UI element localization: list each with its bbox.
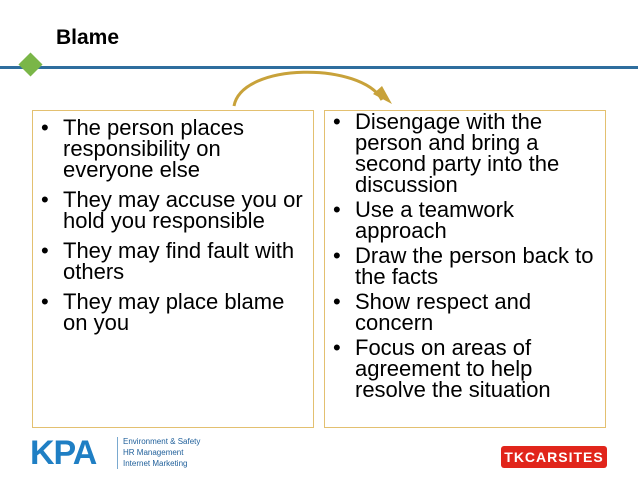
- bullet-text: Use a teamwork approach: [355, 197, 514, 243]
- list-item: [331, 111, 601, 195]
- kpa-service-line: Internet Marketing: [123, 459, 188, 468]
- list-item: [39, 291, 309, 333]
- bullet-icon: •: [41, 238, 49, 263]
- bullet-icon: •: [333, 289, 341, 314]
- bullet-icon: •: [333, 109, 341, 134]
- list-item: [331, 291, 601, 333]
- bullet-icon: •: [333, 243, 341, 268]
- bullet-text: Draw the person back to the facts: [355, 243, 594, 289]
- list-item: [331, 245, 601, 287]
- list-item: [331, 337, 601, 400]
- bullet-text: The person places responsibility on everyone else: [63, 115, 244, 182]
- bullet-text: Show respect and concern: [355, 289, 532, 335]
- list-item: [331, 199, 601, 241]
- bullet-text: They may place blame on you: [63, 289, 285, 335]
- left-bullet-list: [33, 111, 313, 333]
- bullet-text: Focus on areas of agreement to help resolve the situation: [355, 335, 551, 402]
- bullet-text: Disengage with the person and bring a second party into the discussion: [355, 109, 560, 197]
- kpa-logo: [30, 436, 214, 470]
- right-bullet-list: [325, 111, 605, 400]
- bullet-text: They may accuse you or hold you responsible: [63, 187, 303, 233]
- bullet-icon: •: [41, 115, 49, 140]
- list-item: [39, 240, 309, 282]
- kpa-divider: [117, 437, 118, 469]
- kpa-service-line: HR Management: [123, 448, 184, 457]
- title-rule: [0, 66, 638, 69]
- bullet-icon: •: [41, 187, 49, 212]
- right-panel: [324, 110, 606, 428]
- bullet-icon: •: [333, 197, 341, 222]
- bullet-text: They may find fault with others: [63, 238, 295, 284]
- bullet-icon: •: [41, 289, 49, 314]
- kpa-services: [123, 436, 200, 469]
- diamond-icon: [18, 52, 42, 76]
- bullet-icon: •: [333, 335, 341, 360]
- tkcarsites-logo: TKCARSITES: [501, 446, 607, 468]
- kpa-service-line: Environment & Safety: [123, 437, 201, 446]
- list-item: [39, 189, 309, 231]
- left-panel: [32, 110, 314, 428]
- kpa-wordmark: KPA: [30, 434, 97, 472]
- list-item: [39, 117, 309, 180]
- curved-arrow-icon: [222, 70, 402, 110]
- slide-title: Blame: [56, 26, 120, 49]
